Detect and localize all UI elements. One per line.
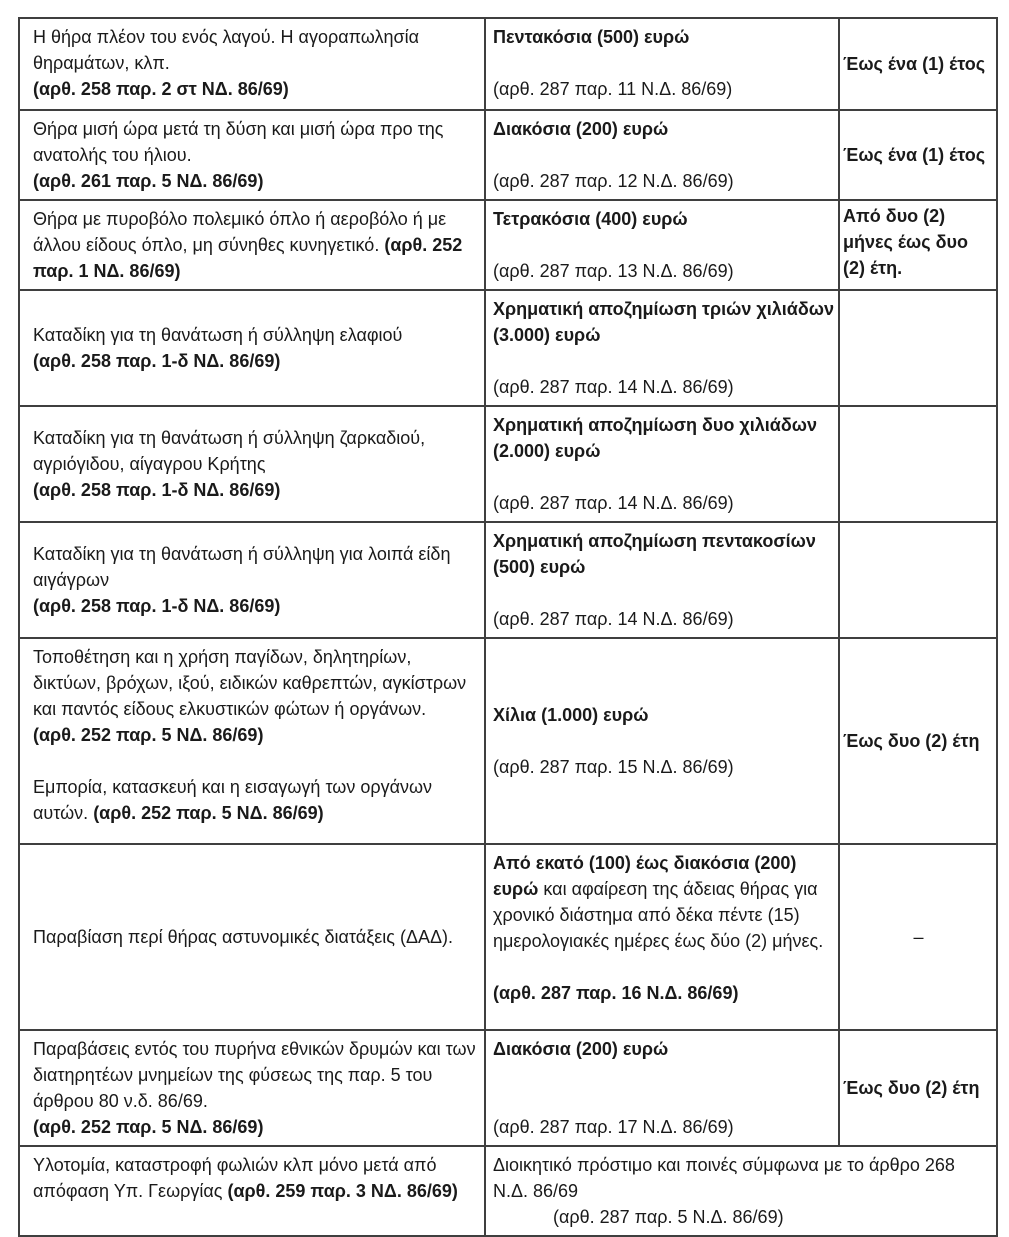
violation-cell bbox=[19, 200, 485, 290]
penalty-ref: (αρθ. 287 παρ. 15 Ν.Δ. 86/69) bbox=[493, 757, 734, 777]
penalty-cell bbox=[485, 844, 839, 1030]
violation-text: Καταδίκη για τη θανάτωση ή σύλληψη ελαφιού bbox=[33, 325, 403, 345]
penalty-amount: Πεντακόσια (500) ευρώ bbox=[493, 27, 690, 47]
penalty-cell bbox=[485, 200, 839, 290]
penalty-cell bbox=[485, 638, 839, 844]
violation-cell bbox=[19, 1030, 485, 1146]
sentence-cell: Έως δυο (2) έτη bbox=[839, 1030, 997, 1146]
penalty-cell bbox=[485, 406, 839, 522]
table-row bbox=[19, 522, 997, 638]
penalty-cell-merged bbox=[485, 1146, 997, 1236]
violation-cell bbox=[19, 522, 485, 638]
violation-ref: (αρθ. 252 παρ. 5 ΝΔ. 86/69) bbox=[33, 1117, 264, 1137]
violation-text: Θήρα μισή ώρα μετά τη δύση και μισή ώρα προ της ανατολής του ήλιου. bbox=[33, 119, 444, 165]
violation-cell bbox=[19, 110, 485, 200]
table-row bbox=[19, 844, 997, 1030]
penalty-amount: Χρηματική αποζημίωση τριών χιλιάδων (3.000) ευρώ bbox=[493, 299, 834, 345]
violation-text-2: Εμπορία, κατασκευή και η εισαγωγή των οργάνων αυτών. (αρθ. 252 παρ. 5 ΝΔ. 86/69) bbox=[33, 777, 433, 823]
sentence-cell: Έως ένα (1) έτος bbox=[839, 18, 997, 110]
sentence-cell: Έως δυο (2) έτη bbox=[839, 638, 997, 844]
violation-ref: (αρθ. 252 παρ. 1 ΝΔ. 86/69) bbox=[33, 235, 463, 281]
violation-cell bbox=[19, 406, 485, 522]
violation-ref: (αρθ. 258 παρ. 1-δ ΝΔ. 86/69) bbox=[33, 351, 281, 371]
violation-cell bbox=[19, 844, 485, 1030]
violation-cell bbox=[19, 18, 485, 110]
spacer bbox=[493, 348, 834, 374]
violation-text: Τοποθέτηση και η χρήση παγίδων, δηλητηρίων, δικτύων, βρόχων, ιξού, ειδικών καθρεπτών, αγκίστρων και παντός είδους ελκυστικών φώτων ή οργάνων. bbox=[33, 647, 467, 719]
sentence-cell bbox=[839, 522, 997, 638]
violation-cell bbox=[19, 290, 485, 406]
sentence-cell bbox=[839, 290, 997, 406]
penalty-cell bbox=[485, 522, 839, 638]
violation-ref: (αρθ. 261 παρ. 5 ΝΔ. 86/69) bbox=[33, 171, 264, 191]
violation-cell bbox=[19, 1146, 485, 1236]
table-row bbox=[19, 406, 997, 522]
spacer bbox=[493, 464, 834, 490]
table-row bbox=[19, 290, 997, 406]
penalty-cell bbox=[485, 110, 839, 200]
penalty-amount: Χρηματική αποζημίωση δυο χιλιάδων (2.000) ευρώ bbox=[493, 415, 817, 461]
penalty-ref: (αρθ. 287 παρ. 11 Ν.Δ. 86/69) bbox=[493, 79, 733, 99]
violation-ref: (αρθ. 258 παρ. 1-δ ΝΔ. 86/69) bbox=[33, 596, 281, 616]
penalty-cell bbox=[485, 1030, 839, 1146]
penalty-text: Από εκατό (100) έως διακόσια (200) ευρώ και αφαίρεση της άδειας θήρας για χρονικό διάστημα από δέκα πέντε (15) ημερολογιακές ημέρες έως δύο (2) μήνες. bbox=[493, 853, 824, 951]
violation-text: Υλοτομία, καταστροφή φωλιών κλπ μόνο μετά από απόφαση Υπ. Γεωργίας bbox=[33, 1155, 437, 1201]
table-row bbox=[19, 1146, 997, 1236]
violation-ref: (αρθ. 259 παρ. 3 ΝΔ. 86/69) bbox=[227, 1181, 458, 1201]
penalty-amount: Διακόσια (200) ευρώ bbox=[493, 1039, 669, 1059]
penalty-ref: (αρθ. 287 παρ. 13 Ν.Δ. 86/69) bbox=[493, 261, 734, 281]
violation-ref-2: (αρθ. 252 παρ. 5 ΝΔ. 86/69) bbox=[93, 803, 324, 823]
sentence-cell: – bbox=[839, 844, 997, 1030]
table-row bbox=[19, 1030, 997, 1146]
penalty-text: Διοικητικό πρόστιμο και ποινές σύμφωνα με το άρθρο 268 Ν.Δ. 86/69 bbox=[493, 1155, 955, 1201]
penalty-amount: Χίλια (1.000) ευρώ bbox=[493, 705, 649, 725]
table-row bbox=[19, 200, 997, 290]
violation-text: Θήρα με πυροβόλο πολεμικό όπλο ή αεροβόλο ή με άλλου είδους όπλο, μη σύνηθες κυνηγετικό. bbox=[33, 209, 447, 255]
sentence-cell: Έως ένα (1) έτος bbox=[839, 110, 997, 200]
spacer bbox=[493, 1062, 834, 1114]
penalty-amount: Τετρακόσια (400) ευρώ bbox=[493, 209, 688, 229]
violation-text: Παραβάσεις εντός του πυρήνα εθνικών δρυμών και των διατηρητέων μνημείων της φύσεως της παρ. 5 του άρθρου 80 ν.δ. 86/69. bbox=[33, 1039, 476, 1111]
spacer bbox=[493, 142, 834, 168]
violation-text: Καταδίκη για τη θανάτωση ή σύλληψη για λοιπά είδη αιγάγρων bbox=[33, 544, 451, 590]
spacer bbox=[493, 50, 834, 76]
penalty-cell bbox=[485, 290, 839, 406]
penalty-ref: (αρθ. 287 παρ. 14 Ν.Δ. 86/69) bbox=[493, 493, 734, 513]
violation-cell bbox=[19, 638, 485, 844]
penalty-ref: (αρθ. 287 παρ. 12 Ν.Δ. 86/69) bbox=[493, 171, 734, 191]
penalty-ref: (αρθ. 287 παρ. 5 Ν.Δ. 86/69) bbox=[553, 1207, 784, 1227]
violation-ref: (αρθ. 258 παρ. 1-δ ΝΔ. 86/69) bbox=[33, 480, 281, 500]
penalty-amount: Χρηματική αποζημίωση πεντακοσίων (500) ευρώ bbox=[493, 531, 816, 577]
penalty-ref: (αρθ. 287 παρ. 17 Ν.Δ. 86/69) bbox=[493, 1117, 734, 1137]
spacer bbox=[493, 954, 834, 980]
spacer bbox=[493, 232, 834, 258]
table-row bbox=[19, 110, 997, 200]
penalty-ref: (αρθ. 287 παρ. 14 Ν.Δ. 86/69) bbox=[493, 609, 734, 629]
penalty-amount: Διακόσια (200) ευρώ bbox=[493, 119, 669, 139]
table-row bbox=[19, 638, 997, 844]
penalty-ref: (αρθ. 287 παρ. 14 Ν.Δ. 86/69) bbox=[493, 377, 734, 397]
table-row bbox=[19, 18, 997, 110]
violation-text: Η θήρα πλέον του ενός λαγού. Η αγοραπωλησία θηραμάτων, κλπ. bbox=[33, 27, 419, 73]
spacer bbox=[493, 728, 834, 754]
penalty-cell bbox=[485, 18, 839, 110]
sentence-cell bbox=[839, 406, 997, 522]
sentence-cell: Από δυο (2) μήνες έως δυο (2) έτη. bbox=[839, 200, 997, 290]
violation-ref: (αρθ. 252 παρ. 5 ΝΔ. 86/69) bbox=[33, 725, 264, 745]
spacer bbox=[493, 580, 834, 606]
violation-ref: (αρθ. 258 παρ. 2 στ ΝΔ. 86/69) bbox=[33, 79, 289, 99]
penalties-table bbox=[18, 17, 998, 1237]
violation-text: Παραβίαση περί θήρας αστυνομικές διατάξεις (ΔΑΔ). bbox=[33, 927, 453, 947]
penalty-ref: (αρθ. 287 παρ. 16 Ν.Δ. 86/69) bbox=[493, 983, 739, 1003]
violation-text: Καταδίκη για τη θανάτωση ή σύλληψη ζαρκαδιού, αγριόγιδου, αίγαγρου Κρήτης bbox=[33, 428, 426, 474]
